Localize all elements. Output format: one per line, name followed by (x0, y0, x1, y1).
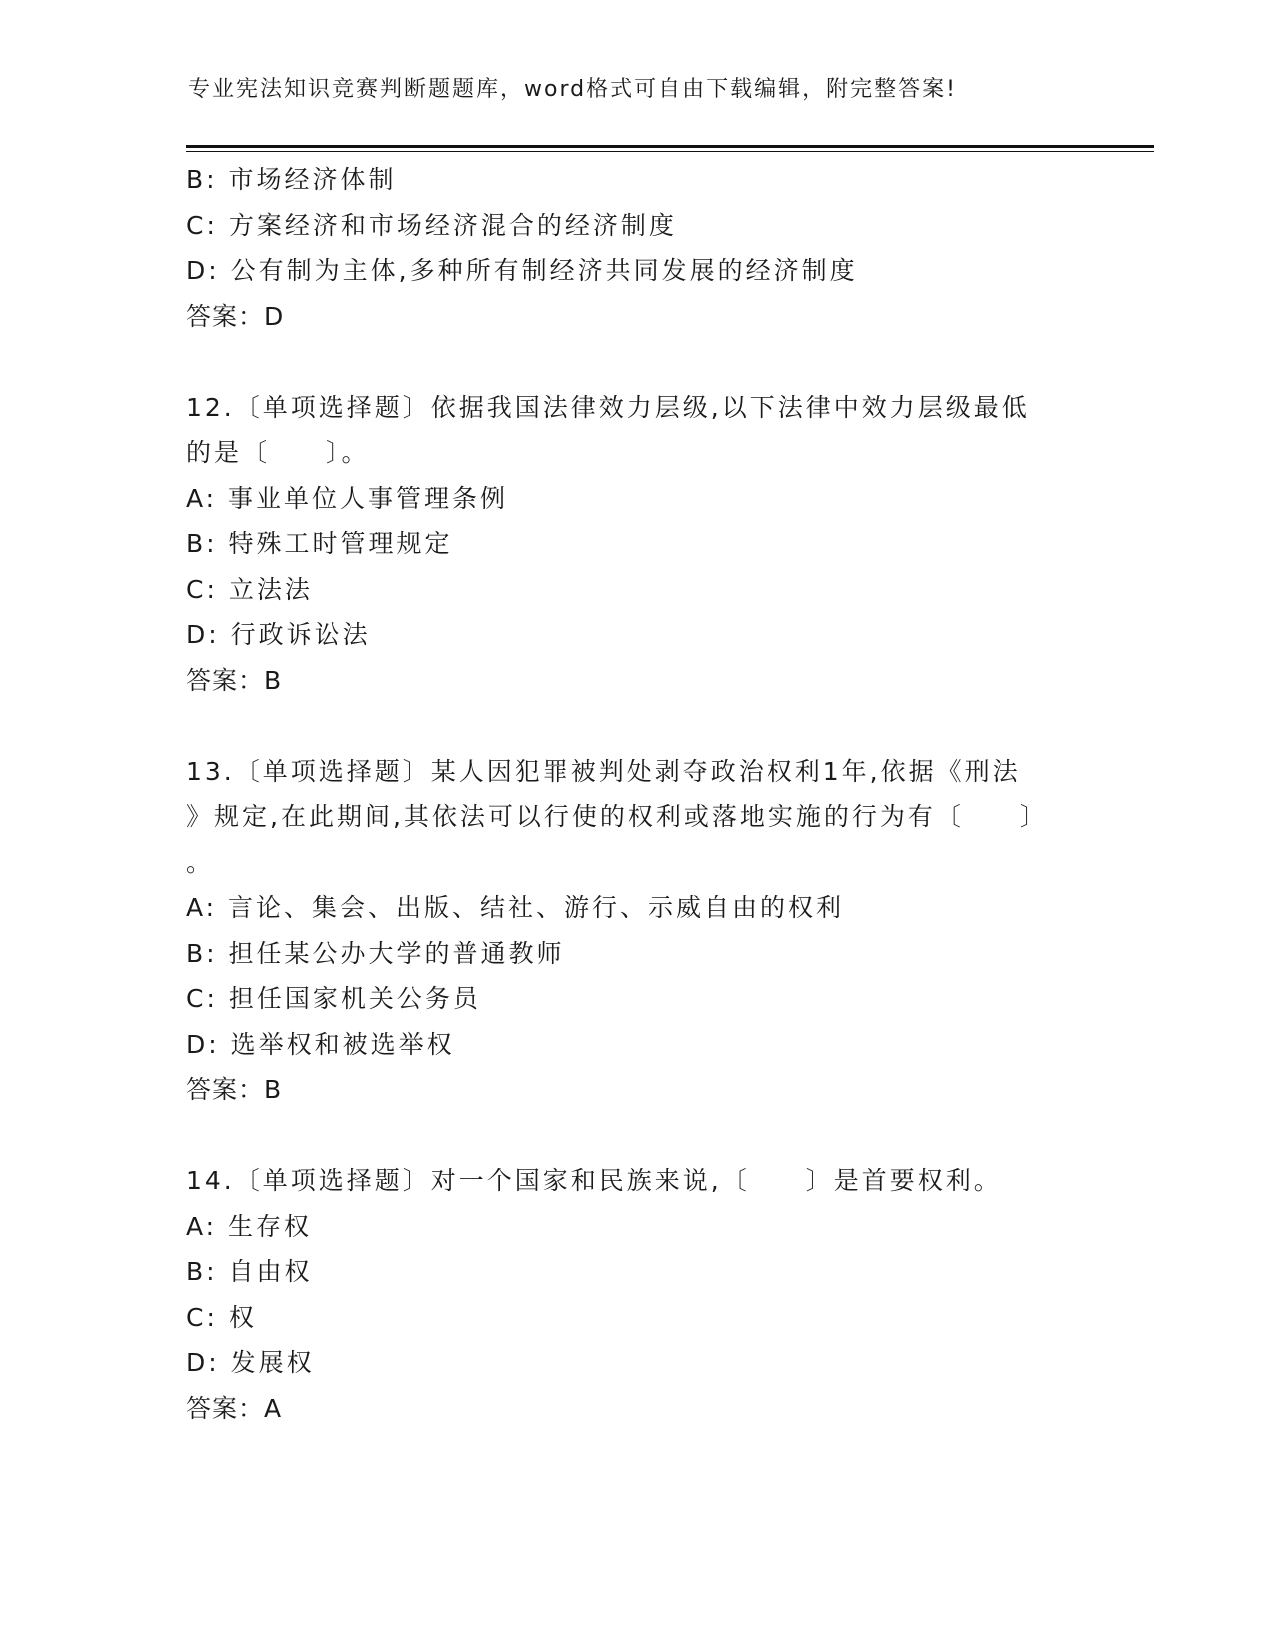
header-rule-thin (186, 151, 1154, 152)
option-b: B: 市场经济体制 (186, 165, 397, 194)
option-b: B: 担任某公办大学的普通教师 (186, 938, 565, 968)
option-b: B: 自由权 (186, 1257, 313, 1286)
question-content (186, 157, 1076, 1431)
option-a: A: 言论、集会、出版、结社、游行、示威自由的权利 (186, 893, 845, 922)
option-d: D: 发展权 (186, 1348, 315, 1377)
answer: 答案：D (186, 301, 285, 331)
question-stem: 》规定,在此期间,其依法可以行使的权利或落地实施的行为有〔 〕 (186, 802, 1048, 831)
option-d: D: 行政诉讼法 (186, 620, 371, 649)
option-b: B: 特殊工时管理规定 (186, 529, 453, 558)
option-d: D: 选举权和被选举权 (186, 1029, 455, 1059)
question-stem: 14.〔单项选择题〕对一个国家和民族来说,〔 〕是首要权利。 (186, 1166, 1002, 1195)
question-stem: 。 (186, 847, 215, 877)
answer: 答案：B (186, 1075, 283, 1104)
answer: 答案：A (186, 1393, 283, 1423)
option-c: C: 方案经济和市场经济混合的经济制度 (186, 210, 677, 240)
option-c: C: 担任国家机关公务员 (186, 984, 481, 1013)
question-stem: 的是〔 〕。 (186, 438, 370, 467)
option-c: C: 权 (186, 1302, 257, 1332)
question-14 (186, 1158, 1076, 1431)
question-stem: 13.〔单项选择题〕某人因犯罪被判处剥夺政治权利1年,依据《刑法 (186, 756, 1021, 786)
answer: 答案：B (186, 665, 283, 695)
question-11-tail (186, 157, 1076, 339)
option-a: A: 事业单位人事管理条例 (186, 483, 509, 513)
page-header: 专业宪法知识竞赛判断题题库，word格式可自由下载编辑，附完整答案! (188, 77, 957, 102)
header-rule-thick (186, 145, 1154, 148)
option-a: A: 生存权 (186, 1211, 313, 1241)
option-d: D: 公有制为主体,多种所有制经济共同发展的经济制度 (186, 256, 858, 285)
spacer (186, 703, 1076, 749)
question-13 (186, 749, 1076, 1113)
question-12 (186, 385, 1076, 704)
spacer (186, 339, 1076, 385)
spacer (186, 1113, 1076, 1159)
question-stem: 12.〔单项选择题〕依据我国法律效力层级,以下法律中效力层级最低 (186, 392, 1030, 422)
option-c: C: 立法法 (186, 574, 313, 604)
